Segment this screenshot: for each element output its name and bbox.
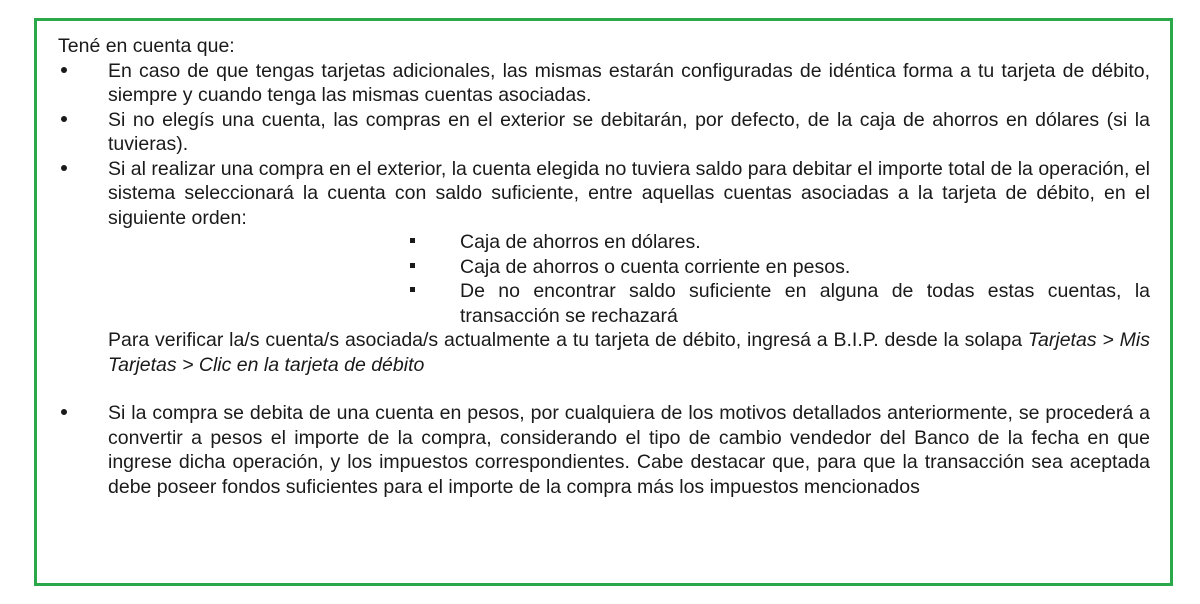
verify-note — [58, 328, 1150, 377]
bullet-icon — [58, 59, 78, 84]
bullet-item-1 — [58, 59, 1150, 108]
bullet-text: Si la compra se debita de una cuenta en pesos, por cualquiera de los motivos detallados anteriormente, se procederá a convertir a pesos el importe de la compra, considerando el tipo de cambio vendedor del Banco de la fecha en que ingrese dicha operación, y los impuestos correspondientes. Cabe destacar que, para que la transacción sea aceptada debe poseer fondos suficientes para el importe de la compra más los impuestos mencionados — [108, 402, 1150, 498]
bullet-icon — [58, 401, 78, 426]
verify-path: Tarjetas > Mis Tarjetas > Clic en la tarjeta de débito — [108, 329, 1151, 376]
order-text: Caja de ahorros o cuenta corriente en pesos. — [460, 255, 851, 278]
order-text: De no encontrar saldo suficiente en alguna de todas estas cuentas, la transacción se rechazará — [460, 280, 1150, 327]
bullet-icon — [58, 108, 78, 133]
intro-text: Tené en cuenta que: — [58, 35, 235, 57]
verify-text: Para verificar la/s cuenta/s asociada/s actualmente a tu tarjeta de débito, ingresá a B.I.P. desde la solapa — [108, 329, 1023, 351]
order-item-2 — [58, 255, 1150, 280]
square-bullet-icon — [410, 255, 415, 280]
bullet-text: Si al realizar una compra en el exterior, la cuenta elegida no tuviera saldo para debitar el importe total de la operación, el sistema seleccionará la cuenta con saldo suficiente, entre aquellas cuentas asociadas a la tarjeta de débito, en el siguiente orden: — [108, 157, 1150, 229]
bullet-icon — [58, 157, 78, 182]
bullet-item-3 — [58, 157, 1150, 231]
bullet-text: En caso de que tengas tarjetas adicionales, las mismas estarán configuradas de idéntica forma a tu tarjeta de débito, siempre y cuando tenga las mismas cuentas asociadas. — [108, 59, 1150, 106]
order-item-1 — [58, 230, 1150, 255]
notice-content — [58, 34, 1150, 499]
spacer — [58, 377, 1150, 401]
order-item-3 — [58, 279, 1150, 328]
square-bullet-icon — [410, 279, 415, 304]
order-text: Caja de ahorros en dólares. — [460, 231, 701, 253]
bullet-item-4 — [58, 401, 1150, 499]
bullet-text: Si no elegís una cuenta, las compras en el exterior se debitarán, por defecto, de la caja de ahorros en dólares (si la tuvieras). — [108, 108, 1150, 155]
bullet-item-2 — [58, 108, 1150, 157]
square-bullet-icon — [410, 230, 415, 255]
